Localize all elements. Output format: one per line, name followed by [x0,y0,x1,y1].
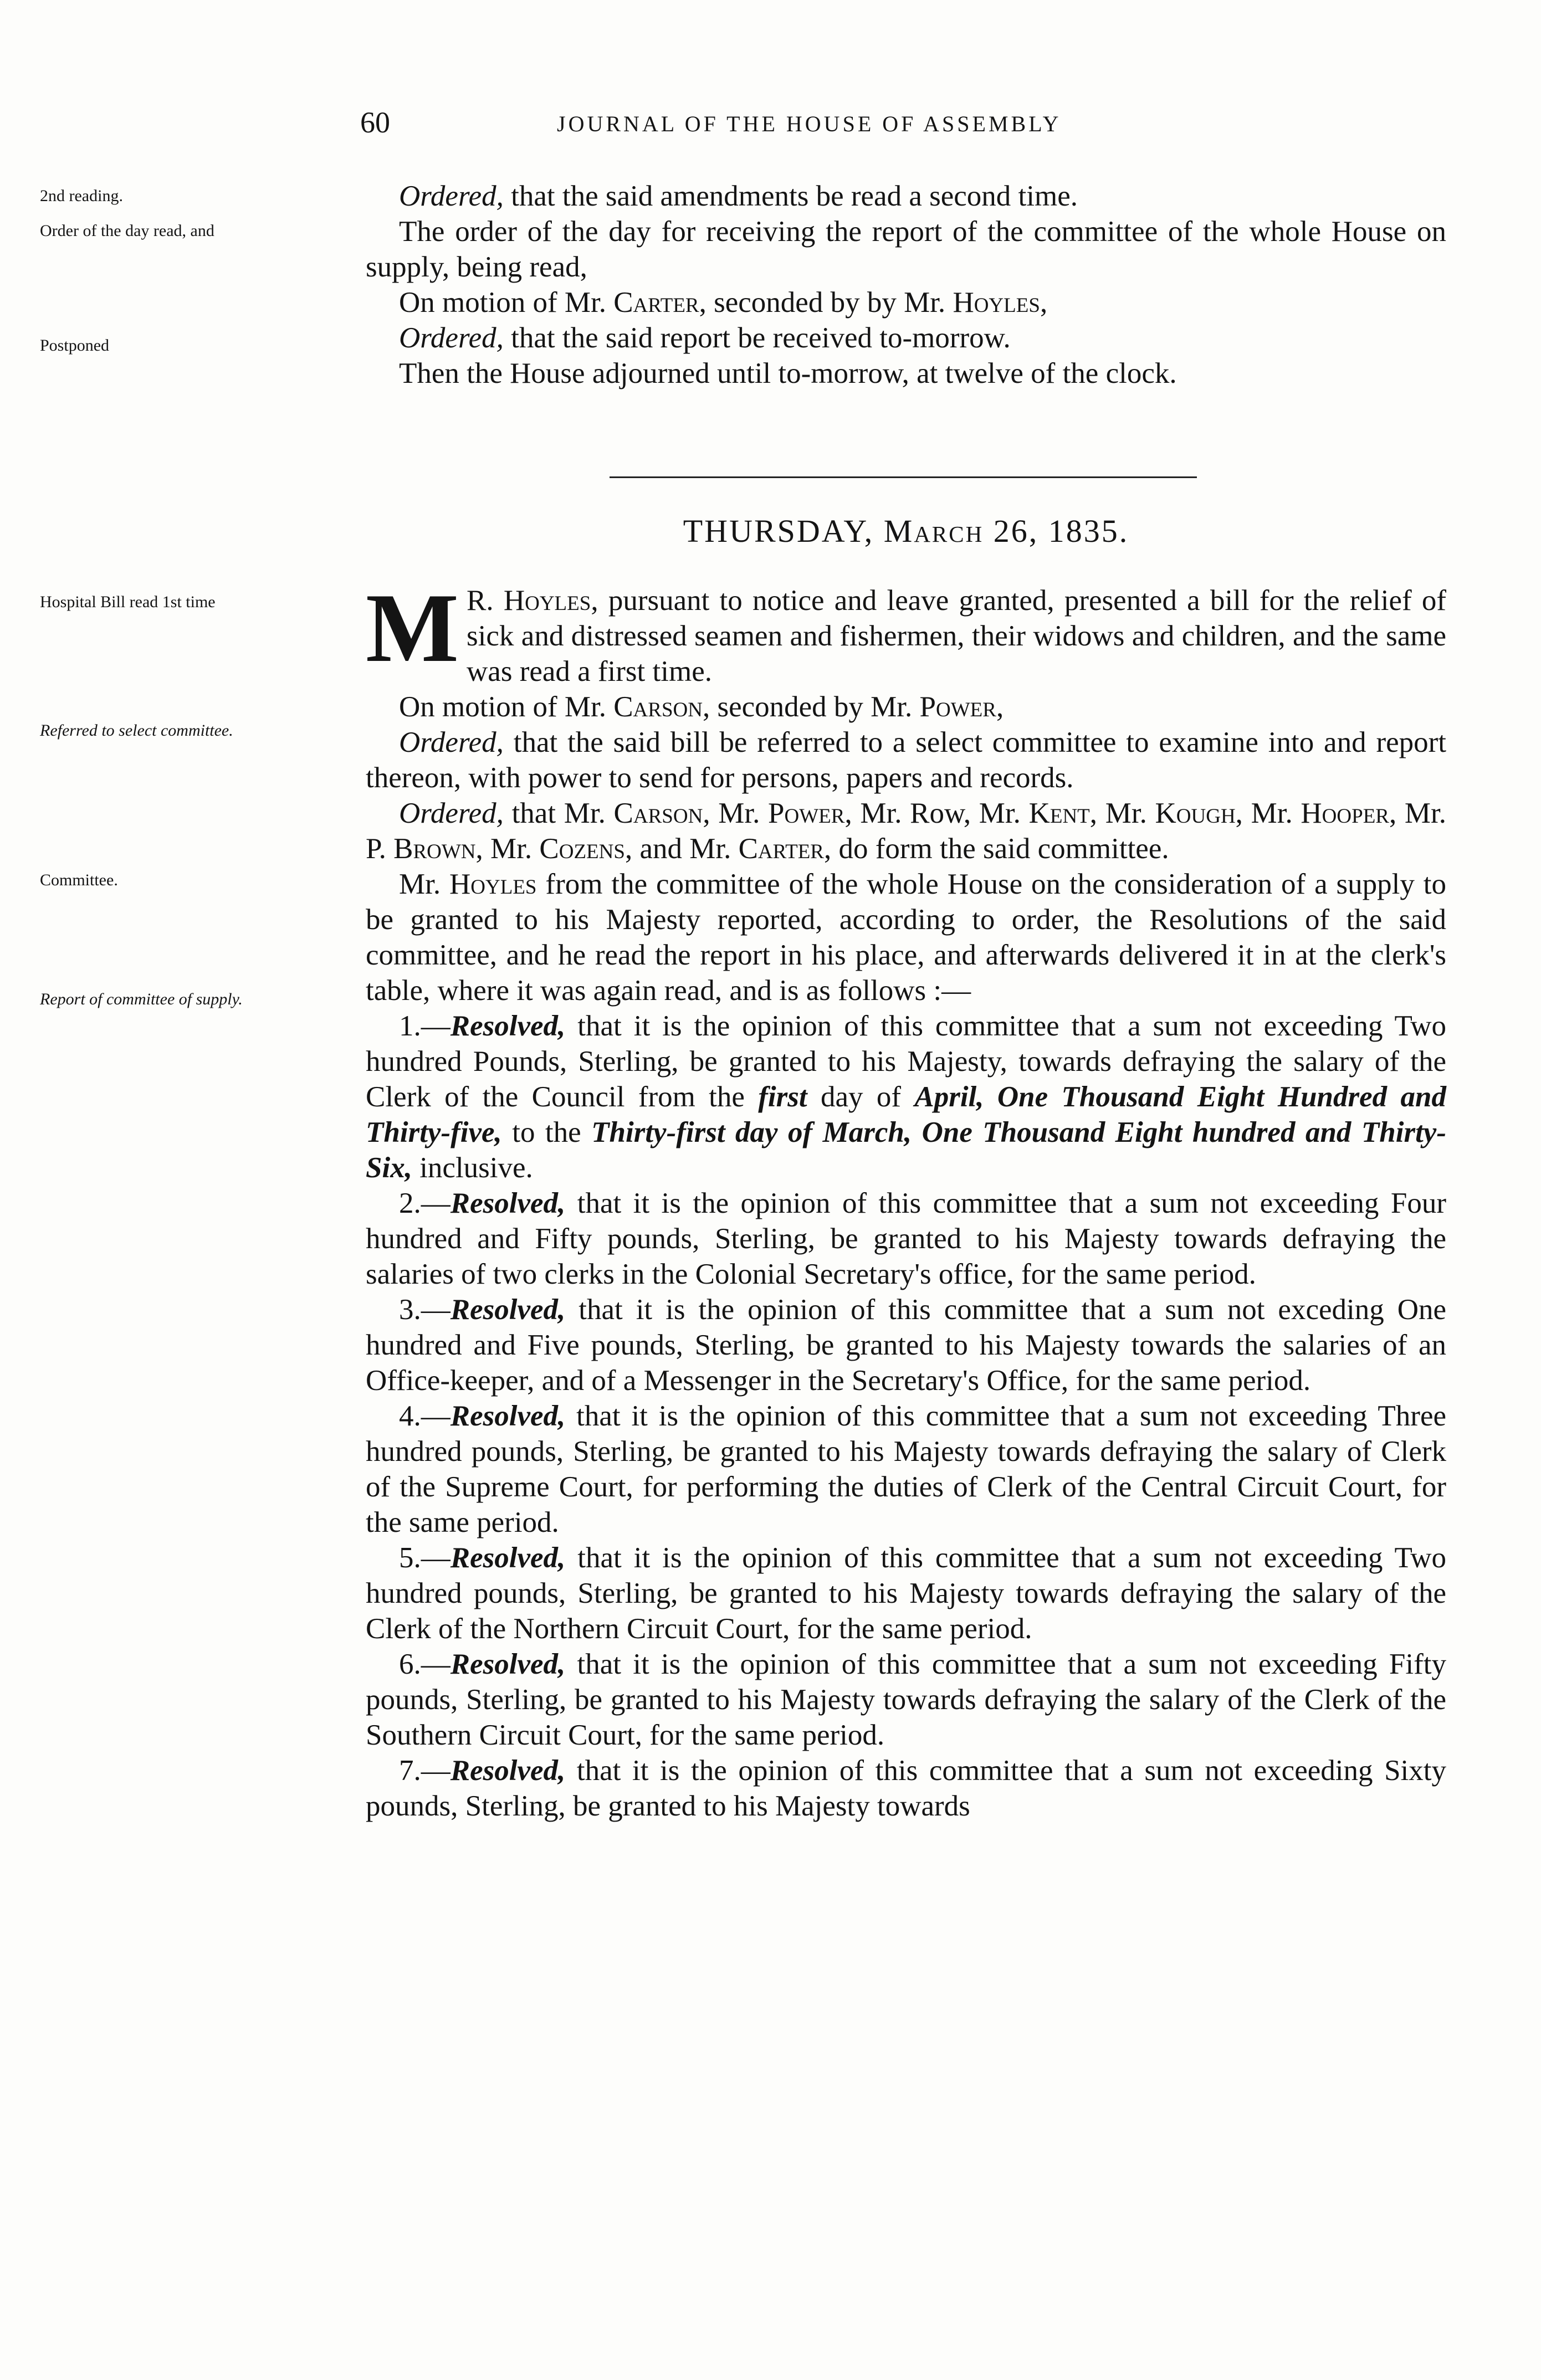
resolution-text: to the [501,1116,592,1148]
hoyles-bill-text: , pursuant to notice and leave granted, presented a bill for the relief of sick and distressed seamen and fishermen, their widows and children, and the same was read a first time. [467,584,1446,688]
resolution-text: that it is the opinion of this committee that a sum not exceeding Two hundred pounds, Sterling, be granted to his Majesty towards defraying the salary of the Clerk of the Northern Circuit Court, for the same period. [366,1542,1446,1645]
motion-text-c: , [1040,286,1048,319]
resolution-text: that it is the opinion of this committee that a sum not exceeding Sixty pounds, Sterling, be granted to his Majesty towards [366,1755,1446,1822]
committee-text: that Mr. [503,797,614,829]
member-name: Hoyles [503,584,591,617]
committee-text: , and Mr. [624,833,739,865]
para-adjourned: Then the House adjourned until to-morrow, at twelve of the clock. [399,357,1177,389]
member-name: Hooper [1301,797,1389,829]
resolution-6 [366,1646,1446,1753]
para-committee [366,796,1446,866]
page-header [360,105,1236,144]
margin-note-committee: Committee. [40,871,118,889]
member-name: Carter [613,286,699,319]
date-month: March [883,513,984,549]
date-day: THURSDAY, [683,513,884,549]
resolution-text: that it is the opinion of this committee that a sum not exceeding Three hundred pounds, Sterling, be granted to his Majesty towards defraying the salary of Clerk of the Supreme Court, for performing the duties of Clerk of the Central Circuit Court, for the same period. [366,1400,1446,1538]
member-name: Kough [1155,797,1236,829]
ordered-label: Ordered, [399,180,504,212]
committee-text: , Mr. P. [366,797,1447,865]
resolution-number: 2.— [399,1187,450,1219]
member-name: Hoyles [953,286,1040,319]
resolution-number: 1.— [399,1010,450,1042]
resolution-number: 5.— [399,1542,450,1574]
member-name: Brown [393,833,476,865]
committee-text: , Mr. [1089,797,1155,829]
report-text: from the committee of the whole House on the consideration of a supply to be granted to his Majesty reported, according to order, the Resolutions of the said committee, and he read the report in his place, and afterwards delivered it in at the clerk's table, where it was again read, and is as follows :— [366,868,1446,1007]
resolution-7 [366,1753,1446,1824]
resolution-emphasis: Thirty-first day of March, One Thousand Eight hundred and Thirty-Six, [366,1116,1446,1184]
motion-text-b: , seconded by Mr. [702,691,920,723]
resolution-text: day of [807,1081,915,1113]
committee-text: , Mr. [1235,797,1301,829]
margin-note-second-reading: 2nd reading. [40,187,123,205]
committee-text: , Mr. [703,797,769,829]
resolution-2 [366,1186,1446,1292]
ordered-label: Ordered, [399,322,504,354]
committee-text: , Mr. [475,833,540,865]
para-report-supply [366,866,1446,1008]
resolution-number: 7.— [399,1755,450,1787]
member-name: Power [768,797,845,829]
drop-cap: M [366,573,459,683]
margin-note-report-supply: Report of committee of supply. [40,990,243,1008]
margin-note-hospital-bill: Hospital Bill read 1st time [40,593,216,611]
ordered-label: Ordered, [399,797,504,829]
para-amendments [366,178,1446,214]
resolution-text: that it is the opinion of this committee that a sum not exceding One hundred and Five pounds, Sterling, be granted to his Majesty towards the salaries of an Office-keeper, and of a Messenger in the Secretary's Office, for the same period. [366,1294,1446,1397]
top-section [366,178,1446,391]
member-name: Hoyles [449,868,537,900]
resolved-label: Resolved, [450,1542,566,1574]
member-name: Cozens [539,833,625,865]
para-referred-text: that the said bill be referred to a select committee to examine into and report thereon, with power to send for persons, papers and records. [366,726,1446,794]
resolution-text: that it is the opinion of this committee that a sum not exceeding Two hundred Pounds, Sterling, be granted to his Majesty, towards defraying the salary of the Clerk of the Council from the [366,1010,1446,1113]
motion-text-b: , seconded by by Mr. [699,286,953,319]
para-motion-carson [366,689,1446,725]
margin-note-order-read: Order of the day read, and [40,222,214,240]
resolution-3 [366,1292,1446,1398]
page-number: 60 [360,106,390,139]
running-head: JOURNAL OF THE HOUSE OF ASSEMBLY [557,111,1062,136]
member-name: Carson [613,691,703,723]
thursday-section [366,573,1447,1824]
para-order-of-day: The order of the day for receiving the report of the committee of the whole House on supply, being read, [366,216,1446,283]
resolution-text: that it is the opinion of this committee that a sum not exceeding Four hundred and Fifty pounds, Sterling, be granted to his Majesty towards defraying the salaries of two clerks in the Colonial Secretary's office, for the same period. [366,1187,1446,1290]
resolved-label: Resolved, [450,1187,566,1219]
member-name: Carter [738,833,824,865]
resolution-emphasis: April, One Thousand Eight Hundred and Thirty-five, [366,1081,1446,1148]
resolved-label: Resolved, [450,1648,566,1680]
para-hoyles-bill [366,573,1446,689]
margin-note-referred: Referred to select committee. [40,721,233,740]
resolved-label: Resolved, [450,1755,566,1787]
resolution-number: 4.— [399,1400,450,1432]
resolution-1 [366,1008,1446,1186]
member-name: Power [919,691,996,723]
ordered-label: Ordered, [399,726,504,758]
resolution-number: 3.— [399,1294,450,1326]
resolution-5 [366,1540,1446,1646]
resolution-text: that it is the opinion of this committee that a sum not exceeding Fifty pounds, Sterling, be granted to his Majesty towards defraying the salary of the Clerk of the Southern Circuit Court, for the same period. [366,1648,1446,1751]
report-text-a: Mr. [399,868,450,900]
motion-text-a: On motion of Mr. [399,691,614,723]
resolution-emphasis: first [758,1081,807,1113]
resolved-label: Resolved, [450,1294,566,1326]
member-name: Kent [1028,797,1090,829]
para-referred [366,725,1446,796]
committee-text: , do form the said committee. [824,833,1169,865]
member-name: Carson [613,797,703,829]
para-report-tomorrow-text: that the said report be received to-morrow. [503,322,1011,354]
date-heading [366,512,1446,550]
resolution-number: 6.— [399,1648,450,1680]
date-rest: 26, 1835. [984,513,1129,549]
resolution-4 [366,1398,1446,1540]
committee-text: , Mr. Row, Mr. [844,797,1029,829]
para-motion-carter [366,285,1446,320]
para-amendments-text: that the said amendments be read a second time. [503,180,1078,212]
motion-text-c: , [996,691,1004,723]
resolved-label: Resolved, [450,1010,566,1042]
para-report-tomorrow [366,320,1446,356]
hoyles-r: R. [467,584,504,617]
section-divider [610,476,1197,478]
resolution-text: inclusive. [412,1152,533,1184]
resolved-label: Resolved, [450,1400,566,1432]
motion-text-a: On motion of Mr. [399,286,614,319]
margin-note-postponed: Postponed [40,336,110,355]
